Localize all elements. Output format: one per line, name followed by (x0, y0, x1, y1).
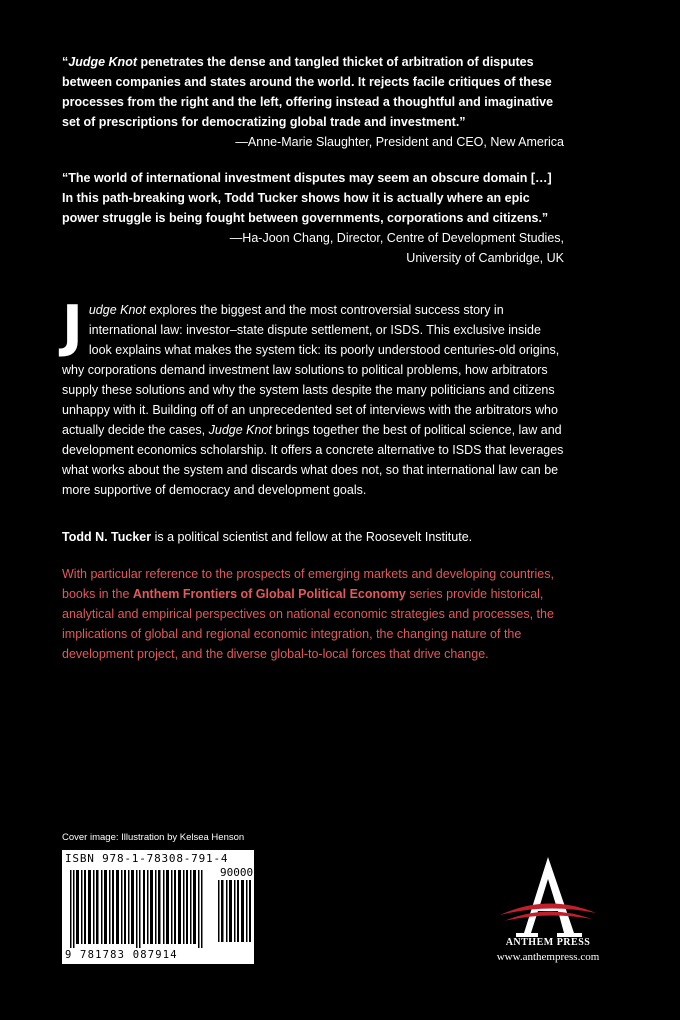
book-description: Judge Knot explores the biggest and the most controversial success story in international law: investor–state dispute settlement, or ISDS. This exclusive inside look explains what makes the system tick: its poorly understood centuries-old origins, why corporations demand investment law solutions to political problems, how arbitrators supply these solutions and why the system lasts despite the many politicians and citizens unhappy with it. Building off of an unprecedented set of interviews with the arbitrators who actually decide the cases, Judge Knot brings together the best of political science, law and development economics scholarship. It offers a concrete alternative to ISDS that leverages what works about the system and discards what does not, so that international law can be more supportive of democracy and development goals. (62, 294, 564, 497)
barcode (62, 850, 254, 964)
quote-chang-text: “The world of international investment disputes may seem an obscure domain […] In this path-breaking work, Todd Tucker shows how it is actually where an epic power struggle is being fought between governments, corporations and citizens.” (62, 171, 552, 225)
anthem-a-logo-icon (478, 855, 618, 965)
quote-slaughter-text: “Judge Knot penetrates the dense and tangled thicket of arbitration of disputes between companies and states around the world. It rejects facile critiques of these processes from the right and the left, offering instead a thoughtful and imaginative set of prescriptions for democratizing global trade and investment.” (62, 55, 554, 129)
isbn-text: ISBN 978-1-78308-791-4 (65, 852, 229, 865)
ean-bars-graphic (70, 870, 210, 948)
addon-bars-graphic (218, 880, 252, 942)
drop-cap: J (62, 294, 83, 359)
author-name: Todd N. Tucker (62, 530, 152, 544)
quote-slaughter (62, 52, 564, 152)
quote-chang (62, 168, 564, 268)
ean-digits: 9 781783 087914 (65, 949, 178, 961)
series-name: Anthem Frontiers of Global Political Economy (132, 587, 406, 601)
series-blurb: With particular reference to the prospects of emerging markets and developing countries, books in the Anthem Frontiers of Global Political Economy series provide historical, analytical and empirical perspectives on national economic strategies and processes, the implications of global and regional economic integration, the changing nature of the development project, and the diverse global-to-local forces that drive change. (62, 567, 554, 661)
book-title-rest: udge Knot (88, 303, 146, 317)
quote-slaughter-attribution: —Anne-Marie Slaughter, President and CEO, New America (235, 135, 564, 149)
author-bio: Todd N. Tucker is a political scientist and fellow at the Roosevelt Institute. (62, 530, 473, 544)
publisher-url[interactable]: www.anthempress.com (496, 951, 600, 963)
cover-credit: Cover image: Illustration by Kelsea Henson (62, 832, 245, 843)
quote-chang-attribution-line2: University of Cambridge, UK (406, 251, 564, 265)
publisher-name: ANTHEM PRESS (505, 937, 591, 948)
book-title-italic: Judge Knot (68, 55, 137, 69)
quote-chang-attribution-line1: —Ha-Joon Chang, Director, Centre of Development Studies, (229, 231, 564, 245)
price-code: 90000 (220, 866, 254, 879)
book-title-inline: Judge Knot (208, 423, 272, 437)
